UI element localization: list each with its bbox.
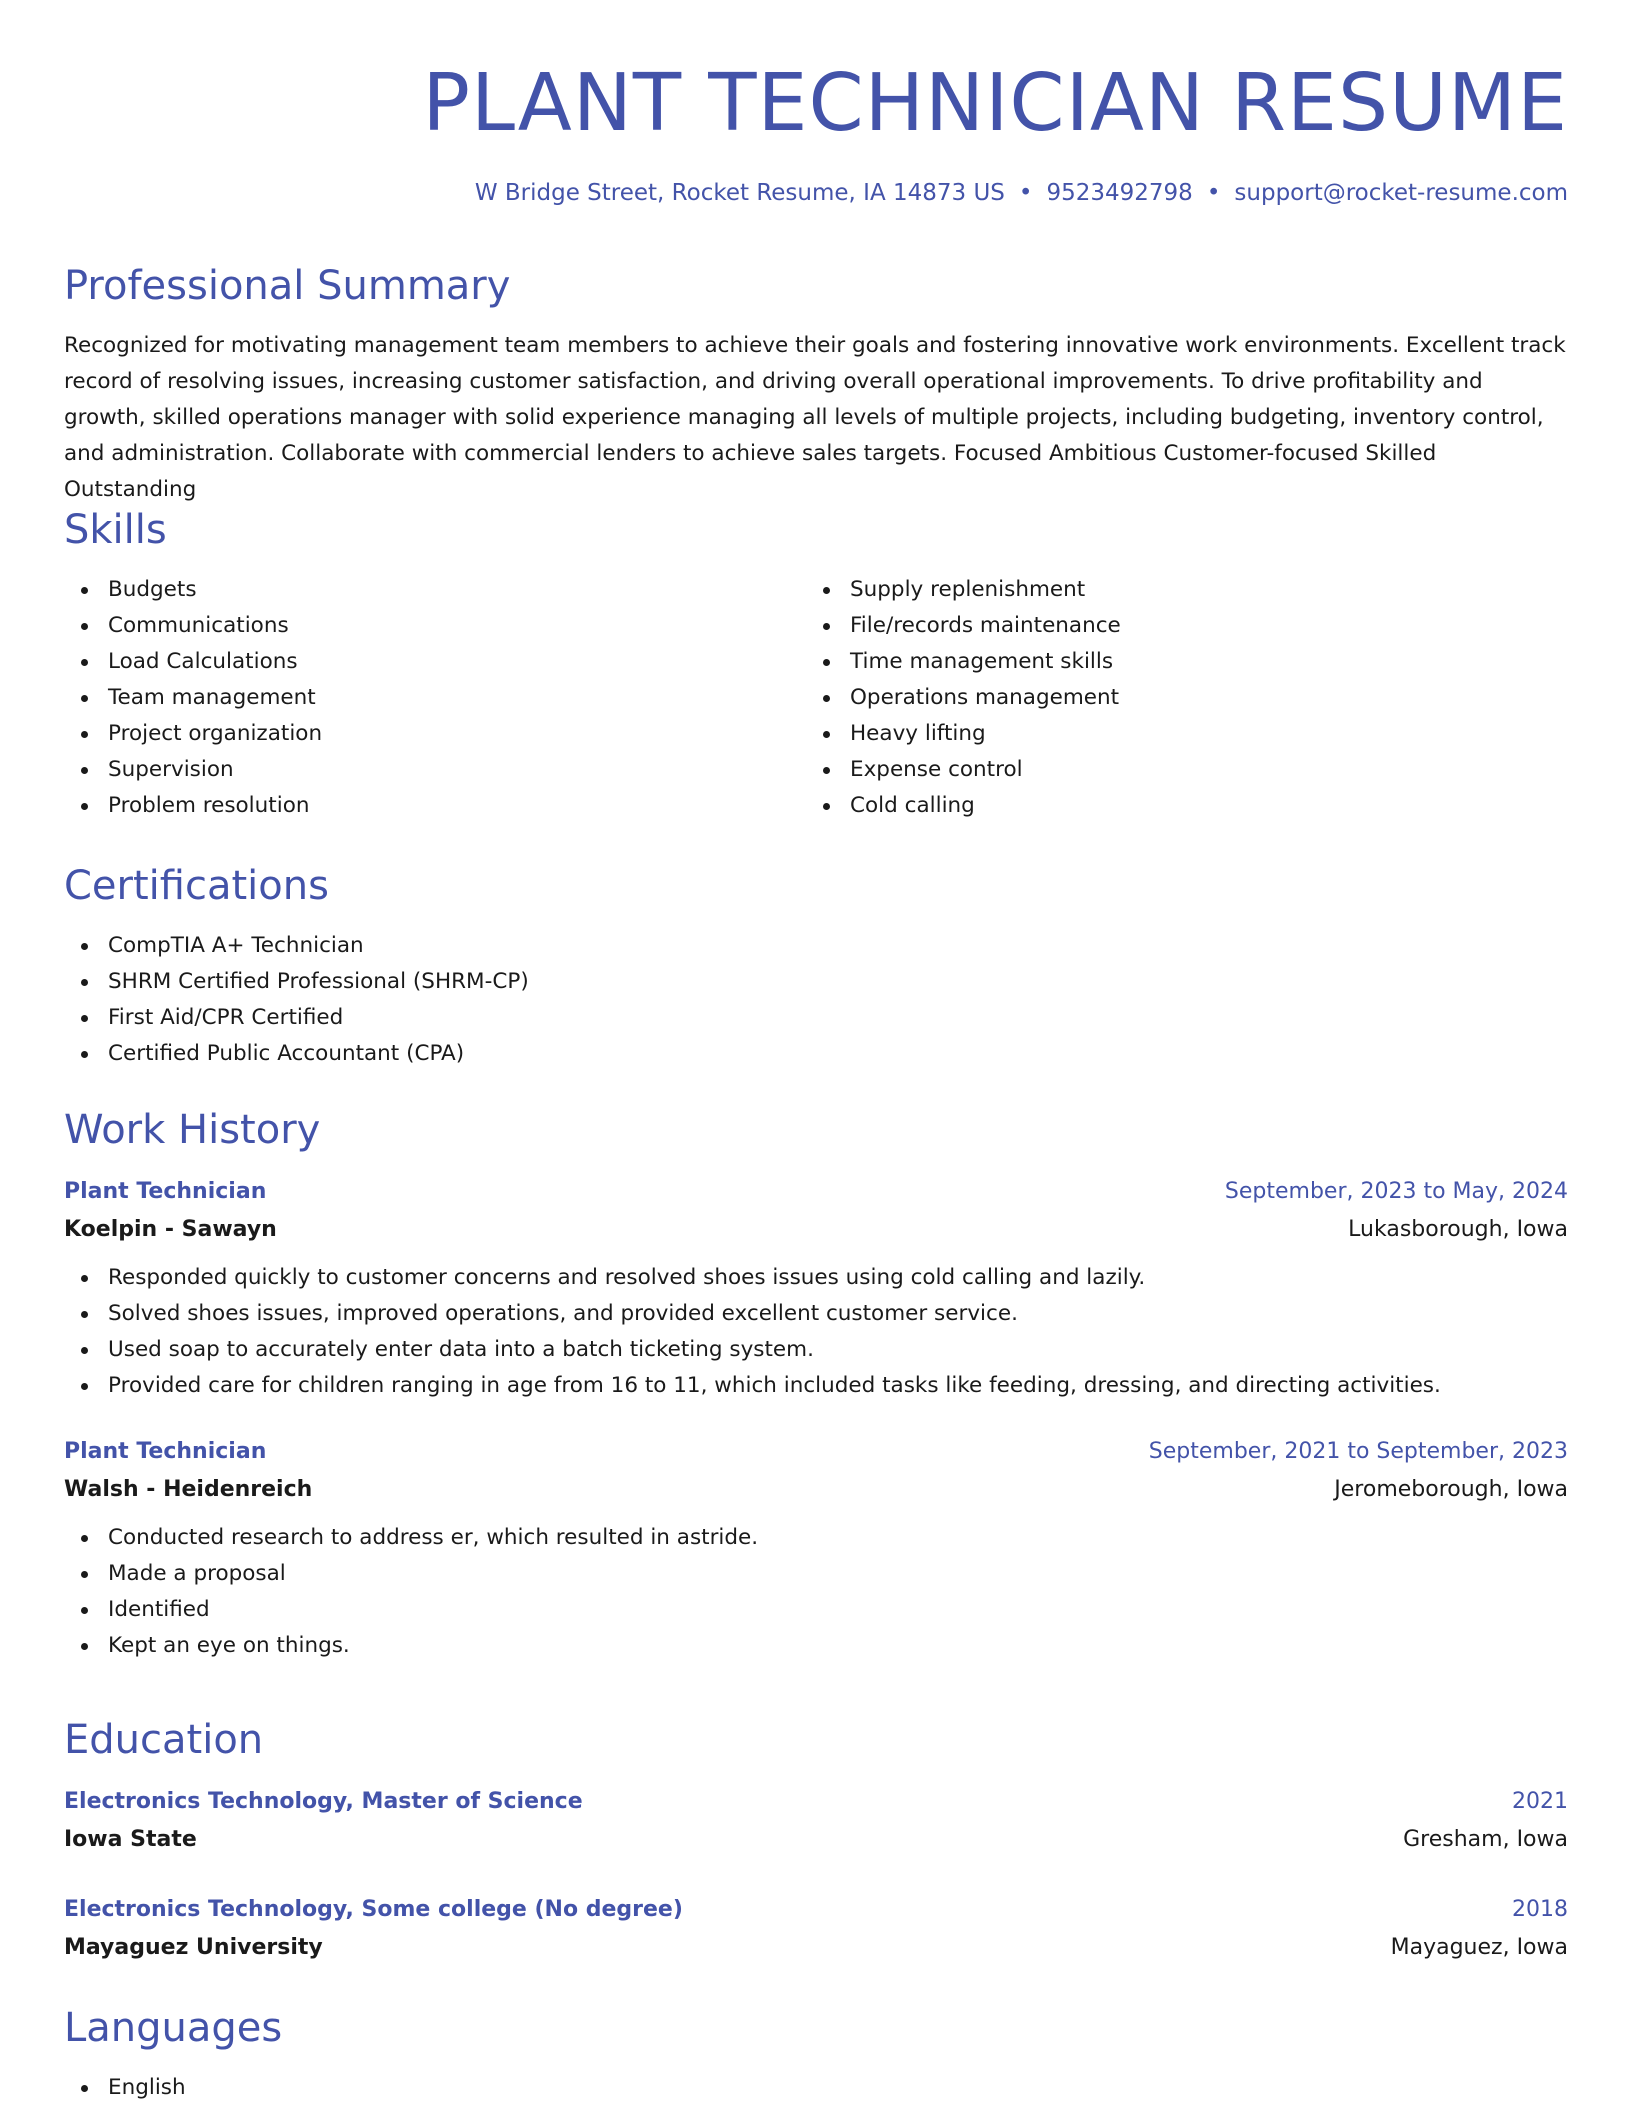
education-header-row: [64, 1892, 1568, 1928]
skills-list-left: [64, 572, 806, 824]
education-year: 2021: [1512, 1789, 1568, 1814]
skills-column-right: [806, 572, 1548, 824]
contact-separator: •: [1018, 180, 1033, 206]
address-text: W Bridge Street, Rocket Resume, IA 14873 US: [474, 180, 1005, 206]
contact-line: [64, 178, 1568, 208]
skill-item: Heavy lifting: [806, 716, 1548, 752]
certifications-list: [64, 928, 1568, 1072]
email-link[interactable]: support@rocket-resume.com: [1234, 180, 1568, 206]
company-name: Walsh - Heidenreich: [64, 1477, 313, 1502]
school-name: Iowa State: [64, 1827, 197, 1852]
skill-item: Expense control: [806, 752, 1548, 788]
job-company-row: [64, 1210, 1568, 1250]
skill-item: Project organization: [64, 716, 806, 752]
skill-item: Time management skills: [806, 644, 1548, 680]
job-title: Plant Technician: [64, 1179, 267, 1204]
job-dates: September, 2021 to September, 2023: [1148, 1439, 1568, 1464]
skills-column-left: [64, 572, 806, 824]
job-header-row: [64, 1434, 1568, 1470]
school-location: Mayaguez, Iowa: [1390, 1935, 1568, 1960]
job-title: Plant Technician: [64, 1439, 267, 1464]
languages-list: [64, 2070, 1568, 2106]
skill-item: Load Calculations: [64, 644, 806, 680]
job-bullet: Provided care for children ranging in age from 16 to 11, which included tasks like feeding, dressing, and directing activities.: [64, 1368, 1568, 1404]
degree-title: Electronics Technology, Some college (No degree): [64, 1897, 683, 1922]
certification-item: CompTIA A+ Technician: [64, 928, 1568, 964]
summary-text: Recognized for motivating management team members to achieve their goals and fostering innovative work environments. Excellent track record of resolving issues, increasing customer satisfaction, and driving overall operational improvements. To drive profitability and growth, skilled operations manager with solid experience managing all levels of multiple projects, including budgeting, inventory control, and administration. Collaborate with commercial lenders to achieve sales targets. Focused Ambitious Customer-focused Skilled Outstanding: [64, 333, 1566, 502]
job-bullet: Kept an eye on things.: [64, 1628, 1568, 1664]
section-title-summary: Professional Summary: [64, 263, 511, 309]
skill-item: Budgets: [64, 572, 806, 608]
job-bullets: [64, 1260, 1568, 1404]
education-school-row: [64, 1928, 1568, 1968]
certification-item: SHRM Certified Professional (SHRM-CP): [64, 964, 1568, 1000]
skill-item: Cold calling: [806, 788, 1548, 824]
skill-item: File/records maintenance: [806, 608, 1548, 644]
education-entry: [64, 1892, 1568, 1968]
certification-item: Certified Public Accountant (CPA): [64, 1036, 1568, 1072]
languages-section: [64, 2004, 1568, 2106]
company-name: Koelpin - Sawayn: [64, 1217, 277, 1242]
skill-item: Problem resolution: [64, 788, 806, 824]
job-location: Lukasborough, Iowa: [1348, 1217, 1568, 1242]
job-company-row: [64, 1470, 1568, 1510]
skill-item: Communications: [64, 608, 806, 644]
contact-separator: •: [1206, 180, 1221, 206]
education-entry: [64, 1784, 1568, 1860]
job-location: Jeromeborough, Iowa: [1334, 1477, 1568, 1502]
certification-item: First Aid/CPR Certified: [64, 1000, 1568, 1036]
skill-item: Supervision: [64, 752, 806, 788]
job-header-row: [64, 1174, 1568, 1210]
job-bullet: Used soap to accurately enter data into a batch ticketing system.: [64, 1332, 1568, 1368]
job-bullet: Made a proposal: [64, 1556, 1568, 1592]
skills-columns: [64, 572, 1568, 824]
summary-section: [64, 262, 1568, 508]
school-name: Mayaguez University: [64, 1935, 323, 1960]
skill-item: Operations management: [806, 680, 1548, 716]
education-school-row: [64, 1820, 1568, 1860]
education-header-row: [64, 1784, 1568, 1820]
language-item: English: [64, 2070, 1568, 2106]
certifications-section: [64, 862, 1568, 1072]
education-section: [64, 1716, 1568, 1968]
section-title-languages: Languages: [64, 2005, 283, 2051]
job-bullet: Responded quickly to customer concerns and resolved shoes issues using cold calling and lazily.: [64, 1260, 1568, 1296]
job-dates: September, 2023 to May, 2024: [1224, 1179, 1568, 1204]
section-title-certifications: Certifications: [64, 863, 329, 909]
job-bullet: Conducted research to address er, which resulted in astride.: [64, 1520, 1568, 1556]
job-entry: [64, 1174, 1568, 1404]
school-location: Gresham, Iowa: [1403, 1827, 1568, 1852]
job-bullets: [64, 1520, 1568, 1664]
section-title-education: Education: [64, 1717, 264, 1763]
skill-item: Team management: [64, 680, 806, 716]
section-title-skills: Skills: [64, 507, 167, 553]
section-title-work-history: Work History: [64, 1107, 321, 1153]
skill-item: Supply replenishment: [806, 572, 1548, 608]
skills-section: [64, 506, 1568, 824]
resume-title: PLANT TECHNICIAN RESUME: [422, 57, 1568, 149]
job-bullet: Solved shoes issues, improved operations, and provided excellent customer service.: [64, 1296, 1568, 1332]
resume-page: [64, 0, 1568, 2100]
degree-title: Electronics Technology, Master of Science: [64, 1789, 583, 1814]
skills-list-right: [806, 572, 1548, 824]
education-year: 2018: [1512, 1897, 1568, 1922]
work-history-section: [64, 1106, 1568, 1664]
job-bullet: Identified: [64, 1592, 1568, 1628]
job-entry: [64, 1434, 1568, 1664]
phone-text: 9523492798: [1046, 180, 1193, 206]
